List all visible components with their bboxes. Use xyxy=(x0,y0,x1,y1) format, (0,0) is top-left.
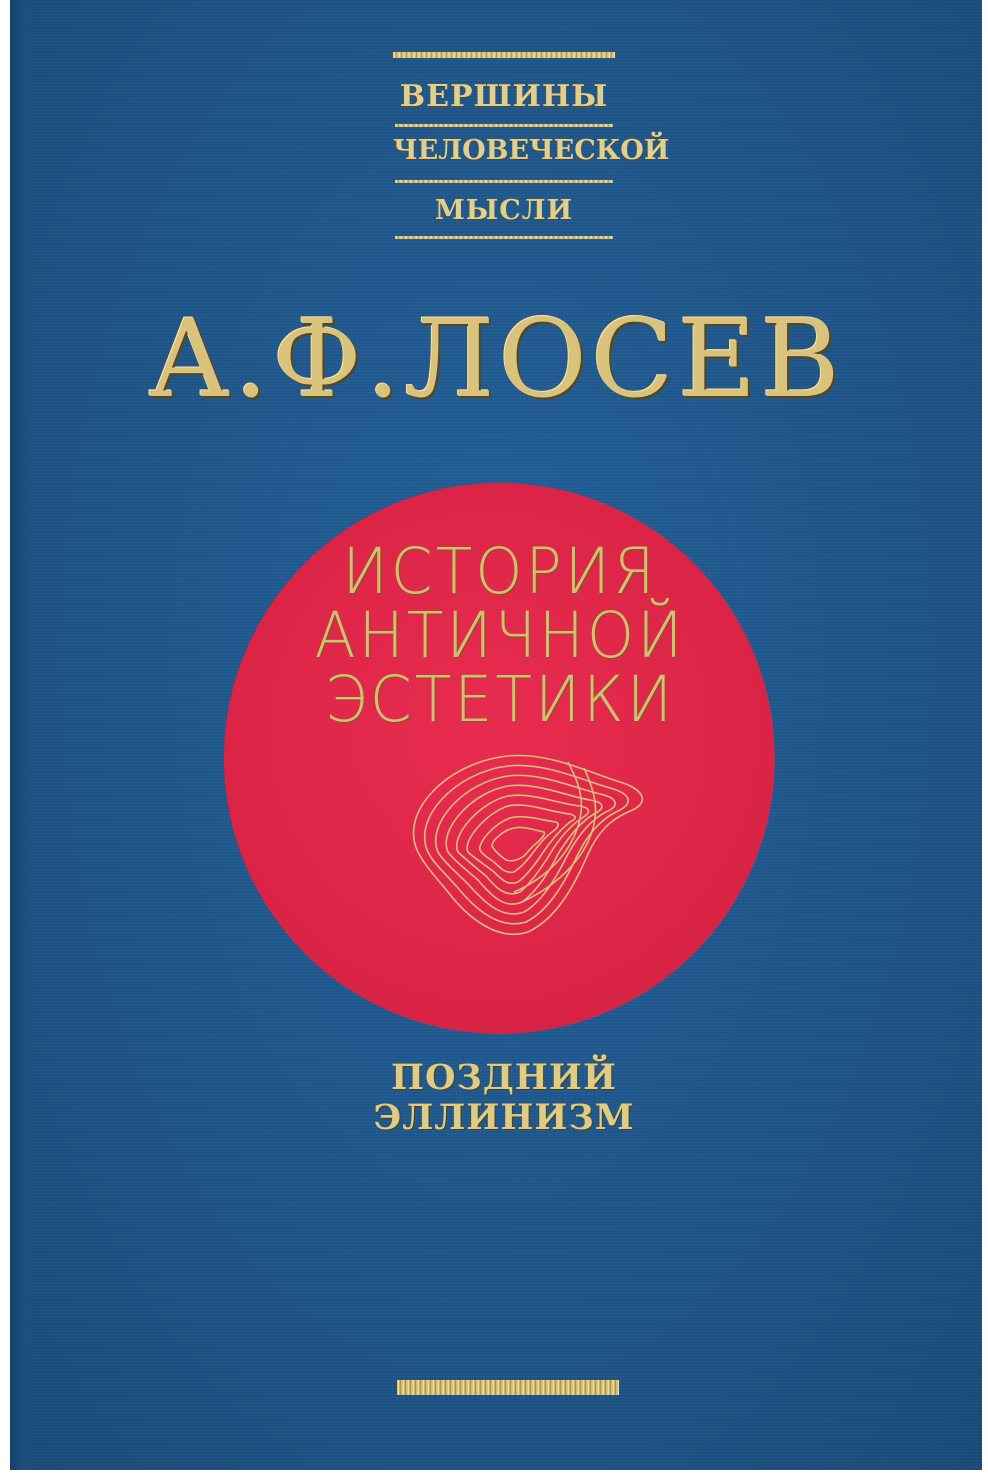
series-title-line-3: МЫСЛИ xyxy=(434,195,574,226)
book-title-line-1: ИСТОРИЯ xyxy=(342,535,658,609)
series-title-line-2: ЧЕЛОВЕЧЕСКОЙ xyxy=(393,135,670,166)
series-top-rule xyxy=(393,52,615,58)
bottom-gold-rule xyxy=(397,1380,619,1395)
book-title-line-3: ЭСТЕТИКИ xyxy=(324,663,675,737)
series-rule-1 xyxy=(395,124,613,127)
subtitle-line-2: ЭЛЛИНИЗМ xyxy=(373,1097,635,1138)
book-cover xyxy=(10,0,982,1470)
series-rule-3 xyxy=(395,236,613,239)
spine-edge xyxy=(10,0,36,1470)
book-title-line-2: АНТИЧНОЙ xyxy=(314,599,686,673)
author-name: А.Ф.ЛОСЕВ xyxy=(148,297,844,422)
subtitle-line-1: ПОЗДНИЙ xyxy=(390,1057,618,1098)
series-title-line-1: ВЕРШИНЫ xyxy=(399,79,609,114)
contour-rings-emblem-icon xyxy=(388,742,650,942)
series-rule-2 xyxy=(395,180,613,183)
